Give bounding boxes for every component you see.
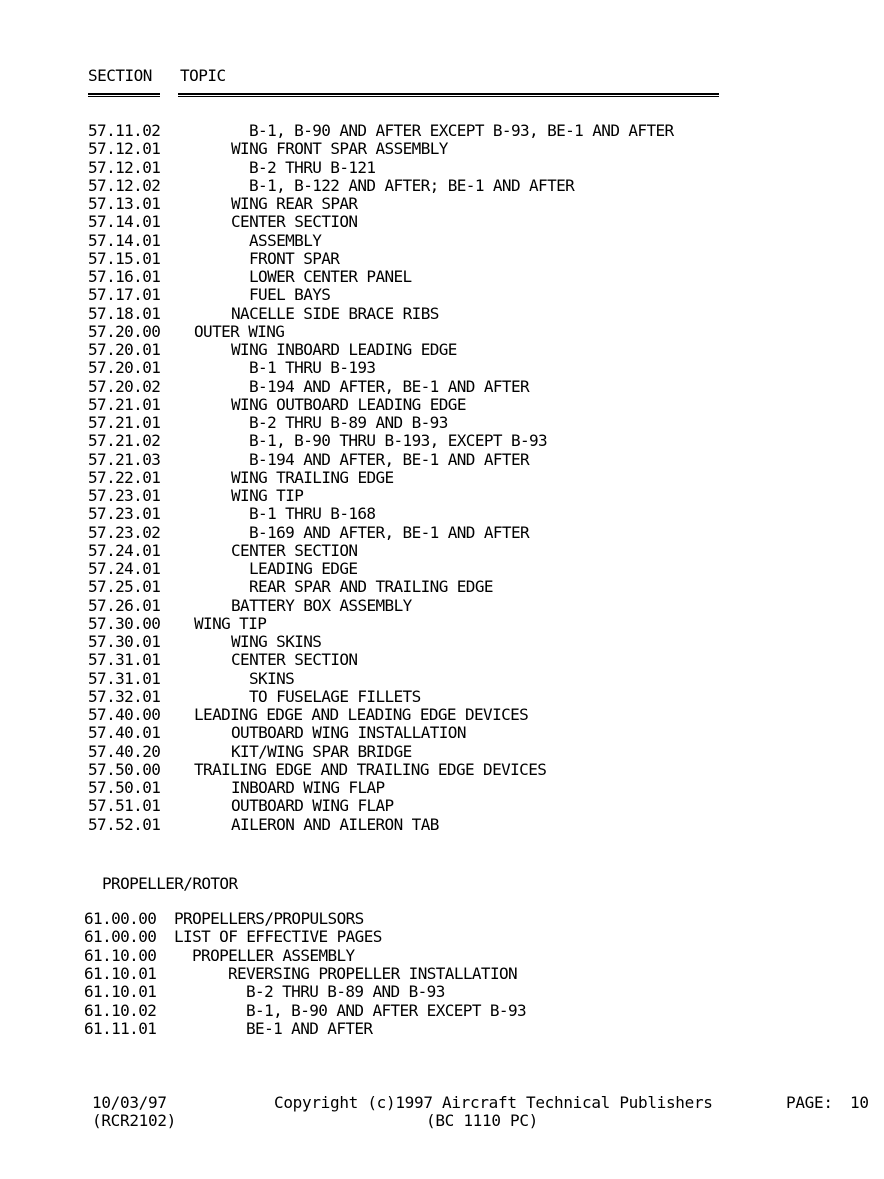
topic-text: LOWER CENTER PANEL <box>249 267 412 286</box>
column-header-section: SECTION <box>88 66 152 85</box>
list-row <box>88 651 874 669</box>
topic-text: INBOARD WING FLAP <box>231 778 385 797</box>
list-row <box>84 965 874 983</box>
topic-text: SKINS <box>249 668 295 688</box>
topic-text: B-1 THRU B-168 <box>249 504 376 524</box>
section-code: 57.11.02 <box>88 121 161 140</box>
list-row <box>88 597 874 615</box>
topic-text: LEADING EDGE <box>249 559 358 578</box>
section-code: 57.52.01 <box>88 814 161 834</box>
footer-date: 10/03/97 <box>92 1093 167 1112</box>
topic-text: B-169 AND AFTER, BE-1 AND AFTER <box>249 522 530 542</box>
column-header-topic: TOPIC <box>180 66 226 85</box>
section-code: 57.21.01 <box>88 394 161 414</box>
list-row <box>84 947 874 965</box>
topic-text: OUTBOARD WING INSTALLATION <box>231 723 466 743</box>
topic-text: WING TRAILING EDGE <box>231 467 394 487</box>
topic-text: B-2 THRU B-121 <box>249 157 376 177</box>
section-code: 57.21.02 <box>88 431 161 451</box>
topic-text: PROPELLER ASSEMBLY <box>192 945 355 965</box>
topic-text: FRONT SPAR <box>249 248 340 268</box>
topic-text: BATTERY BOX ASSEMBLY <box>231 595 412 615</box>
list-row <box>88 487 874 505</box>
section-code: 57.26.01 <box>88 595 161 615</box>
list-row <box>88 232 874 250</box>
topic-text: PROPELLERS/PROPULSORS <box>174 909 364 928</box>
topic-text: TO FUSELAGE FILLETS <box>249 686 421 706</box>
list-row <box>88 122 874 140</box>
topic-text: B-2 THRU B-89 AND B-93 <box>249 413 448 432</box>
list-row <box>88 323 874 341</box>
section-code: 57.20.02 <box>88 376 161 396</box>
list-row <box>84 983 874 1001</box>
topic-text: WING REAR SPAR <box>231 194 358 213</box>
list-row <box>88 560 874 578</box>
list-row <box>88 305 874 323</box>
list-row <box>88 451 874 469</box>
topic-text: BE-1 AND AFTER <box>246 1018 373 1038</box>
section-code: 57.32.01 <box>88 686 161 706</box>
section-code: 57.16.01 <box>88 267 161 286</box>
list-row <box>88 761 874 779</box>
list-row <box>88 268 874 286</box>
section-code: 57.13.01 <box>88 194 161 213</box>
section-code: 57.31.01 <box>88 650 161 670</box>
section-code: 57.18.01 <box>88 303 161 323</box>
topic-text: KIT/WING SPAR BRIDGE <box>231 741 412 761</box>
footer-copyright: Copyright (c)1997 Aircraft Technical Publishers <box>274 1093 713 1112</box>
topic-text: B-1, B-122 AND AFTER; BE-1 AND AFTER <box>249 175 575 195</box>
section-code: 57.15.01 <box>88 248 161 268</box>
section-code: 57.40.20 <box>88 741 161 761</box>
list-row <box>88 779 874 797</box>
topic-text: REAR SPAR AND TRAILING EDGE <box>249 577 493 597</box>
topic-text: WING SKINS <box>231 632 322 651</box>
topic-text: B-2 THRU B-89 AND B-93 <box>246 982 445 1002</box>
topic-text: TRAILING EDGE AND TRAILING EDGE DEVICES <box>194 759 547 779</box>
section-code: 57.14.01 <box>88 230 161 250</box>
footer-page-number: 10 <box>850 1093 869 1112</box>
list-row <box>84 1002 874 1020</box>
section-code: 57.12.01 <box>88 157 161 177</box>
list-row <box>88 195 874 213</box>
section-code: 61.00.00 <box>84 927 157 947</box>
list-row <box>88 414 874 432</box>
topic-text: WING TIP <box>231 486 304 505</box>
topic-text: B-194 AND AFTER, BE-1 AND AFTER <box>249 376 530 396</box>
list-row <box>88 724 874 742</box>
topic-text: B-194 AND AFTER, BE-1 AND AFTER <box>249 449 530 469</box>
topic-text: FUEL BAYS <box>249 285 331 305</box>
footer-publication: (BC 1110 PC) <box>426 1111 538 1130</box>
section-code: 57.21.03 <box>88 449 161 469</box>
section-code: 57.51.01 <box>88 796 161 816</box>
list-row <box>88 286 874 304</box>
section-code: 57.30.00 <box>88 613 161 633</box>
list-row <box>88 140 874 158</box>
section-code: 57.14.01 <box>88 212 161 232</box>
section-code: 57.30.01 <box>88 632 161 651</box>
group-title: PROPELLER/ROTOR <box>102 874 238 893</box>
list-row <box>88 743 874 761</box>
topic-text: ASSEMBLY <box>249 230 322 250</box>
section-code: 57.12.02 <box>88 175 161 195</box>
topic-text: B-1, B-90 THRU B-193, EXCEPT B-93 <box>249 431 548 451</box>
section-code: 61.00.00 <box>84 909 157 928</box>
section-code: 57.23.02 <box>88 522 161 542</box>
topic-text: WING TIP <box>194 613 267 633</box>
list-row <box>88 469 874 487</box>
list-row <box>88 706 874 724</box>
list-row <box>84 928 874 946</box>
topic-text: LEADING EDGE AND LEADING EDGE DEVICES <box>194 705 529 724</box>
topic-text: WING OUTBOARD LEADING EDGE <box>231 394 466 414</box>
list-row <box>88 816 874 834</box>
list-row <box>88 396 874 414</box>
section-code: 57.23.01 <box>88 486 161 505</box>
list-row <box>88 213 874 231</box>
topic-text: CENTER SECTION <box>231 540 358 560</box>
section-code: 61.10.01 <box>84 963 157 983</box>
section-code: 57.25.01 <box>88 577 161 597</box>
section-code: 57.24.01 <box>88 559 161 578</box>
topic-text: CENTER SECTION <box>231 650 358 670</box>
footer-doc-id: (RCR2102) <box>92 1111 176 1130</box>
list-row <box>88 341 874 359</box>
list-row <box>88 797 874 815</box>
topic-text: CENTER SECTION <box>231 212 358 232</box>
topic-text: OUTBOARD WING FLAP <box>231 796 394 816</box>
topic-text: LIST OF EFFECTIVE PAGES <box>174 927 382 947</box>
section-code: 57.22.01 <box>88 467 161 487</box>
section-code: 57.20.01 <box>88 358 161 378</box>
section-code: 61.10.02 <box>84 1000 157 1020</box>
list-row <box>88 378 874 396</box>
section-code: 57.20.01 <box>88 340 161 359</box>
topic-text: WING FRONT SPAR ASSEMBLY <box>231 139 448 159</box>
list-row <box>88 542 874 560</box>
topic-text: B-1 THRU B-193 <box>249 358 376 378</box>
section-code: 57.23.01 <box>88 504 161 524</box>
list-row <box>88 159 874 177</box>
list-row <box>88 633 874 651</box>
section-code: 57.20.00 <box>88 321 161 341</box>
section-code: 57.31.01 <box>88 668 161 688</box>
section-code: 57.50.01 <box>88 778 161 797</box>
topic-text: B-1, B-90 AND AFTER EXCEPT B-93 <box>246 1000 527 1020</box>
section-code: 57.24.01 <box>88 540 161 560</box>
section-column-rule <box>88 93 160 97</box>
list-row <box>88 524 874 542</box>
list-row <box>88 177 874 195</box>
list-row <box>88 505 874 523</box>
list-row <box>88 615 874 633</box>
topic-column-rule <box>178 93 719 97</box>
footer-page-label: PAGE: <box>786 1093 833 1112</box>
section-code: 57.17.01 <box>88 285 161 305</box>
list-row <box>88 432 874 450</box>
list-row <box>88 688 874 706</box>
topic-text: WING INBOARD LEADING EDGE <box>231 340 457 359</box>
list-row <box>88 670 874 688</box>
list-row <box>88 250 874 268</box>
section-code: 61.10.00 <box>84 945 157 965</box>
section-code: 61.11.01 <box>84 1018 157 1038</box>
list-row <box>88 578 874 596</box>
section-code: 57.21.01 <box>88 413 161 432</box>
section-code: 61.10.01 <box>84 982 157 1002</box>
list-row <box>84 910 874 928</box>
topic-text: AILERON AND AILERON TAB <box>231 814 439 834</box>
section-code: 57.40.00 <box>88 705 161 724</box>
list-row <box>88 359 874 377</box>
topic-text: NACELLE SIDE BRACE RIBS <box>231 303 439 323</box>
topic-text: OUTER WING <box>194 321 285 341</box>
section-code: 57.40.01 <box>88 723 161 743</box>
topic-text: B-1, B-90 AND AFTER EXCEPT B-93, BE-1 AND AFTER <box>249 121 674 140</box>
section-code: 57.50.00 <box>88 759 161 779</box>
list-row <box>84 1020 874 1038</box>
topic-text: REVERSING PROPELLER INSTALLATION <box>228 963 518 983</box>
section-code: 57.12.01 <box>88 139 161 159</box>
